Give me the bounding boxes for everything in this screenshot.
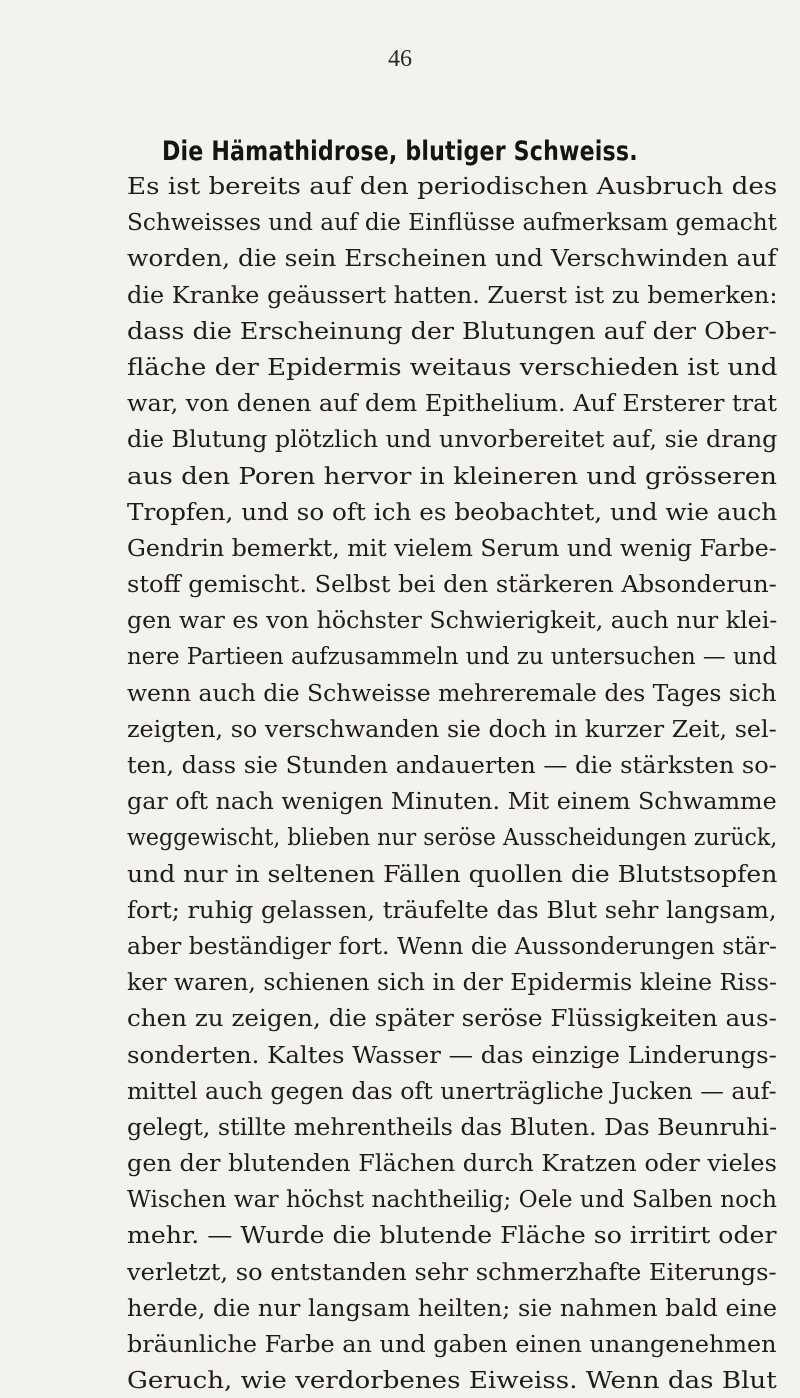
text-line: aus den Poren hervor in kleineren und grösseren	[127, 461, 777, 490]
text-line: Geruch, wie verdorbenes Eiweiss. Wenn das Blut	[127, 1366, 777, 1395]
text-line: fort; ruhig gelassen, träufelte das Blut sehr langsam,	[127, 895, 777, 924]
text-line: die Blutung plötzlich und unvorbereitet auf, sie drang	[127, 425, 778, 454]
text-line: gen war es von höchster Schwierigkeit, auch nur klei-	[127, 606, 778, 635]
text-line: aber beständiger fort. Wenn die Aussonderungen stär-	[127, 931, 777, 960]
text-line: stoff gemischt. Selbst bei den stärkeren Absonderun-	[127, 570, 777, 599]
text-line: bräunliche Farbe an und gaben einen unangenehmen	[127, 1330, 777, 1358]
text-line: war, von denen auf dem Epithelium. Auf Ersterer trat	[127, 389, 777, 418]
text-line: herde, die nur langsam heilten; sie nahmen bald eine	[127, 1293, 778, 1322]
text-line: Wischen war höchst nachtheilig; Oele und Salben noch	[127, 1185, 778, 1214]
body-text	[127, 168, 777, 1398]
text-line: mehr. — Wurde die blutende Fläche so irritirt oder	[127, 1221, 777, 1250]
page-heading: Die Hämathidrose, blutiger Schweiss.	[162, 136, 638, 167]
text-line: Schweisses und auf die Einflüsse aufmerksam gemacht	[127, 208, 777, 237]
text-line: gelegt, stillte mehrentheils das Bluten. Das Beunruhi-	[127, 1112, 778, 1141]
text-line: zeigten, so verschwanden sie doch in kurzer Zeit, sel-	[127, 714, 777, 743]
text-line: und nur in seltenen Fällen quollen die Blutstsopfen	[127, 859, 778, 888]
text-line: Gendrin bemerkt, mit vielem Serum und wenig Farbe-	[127, 533, 777, 562]
text-line: ker waren, schienen sich in der Epidermis kleine Riss-	[127, 968, 777, 997]
text-line: Es ist bereits auf den periodischen Ausbruch des	[127, 172, 778, 200]
text-line: dass die Erscheinung der Blutungen auf der Ober-	[127, 316, 777, 345]
text-line: mittel auch gegen das oft unerträgliche Jucken — auf-	[127, 1076, 777, 1105]
text-line: gar oft nach wenigen Minuten. Mit einem Schwamme	[127, 787, 777, 816]
text-line: worden, die sein Erscheinen und Verschwinden auf	[127, 244, 777, 273]
page-number: 46	[388, 46, 412, 72]
text-line: sonderten. Kaltes Wasser — das einzige Linderungs-	[127, 1040, 777, 1069]
text-line: Tropfen, und so oft ich es beobachtet, und wie auch	[127, 497, 778, 526]
text-line: fläche der Epidermis weitaus verschieden ist und	[127, 352, 778, 381]
text-line: gen der blutenden Flächen durch Kratzen oder vieles	[127, 1149, 777, 1178]
text-line: verletzt, so entstanden sehr schmerzhafte Eiterungs-	[127, 1257, 777, 1286]
text-line: ten, dass sie Stunden andauerten — die stärksten so-	[127, 751, 777, 779]
text-line: weggewischt, blieben nur seröse Ausscheidungen zurück,	[127, 823, 778, 852]
text-line: wenn auch die Schweisse mehreremale des Tages sich	[127, 678, 777, 707]
text-line: die Kranke geäussert hatten. Zuerst ist zu bemerken:	[127, 280, 778, 309]
text-line: chen zu zeigen, die später seröse Flüssigkeiten aus-	[127, 1004, 777, 1033]
text-line: nere Partieen aufzusammeln und zu untersuchen — und	[127, 642, 777, 671]
